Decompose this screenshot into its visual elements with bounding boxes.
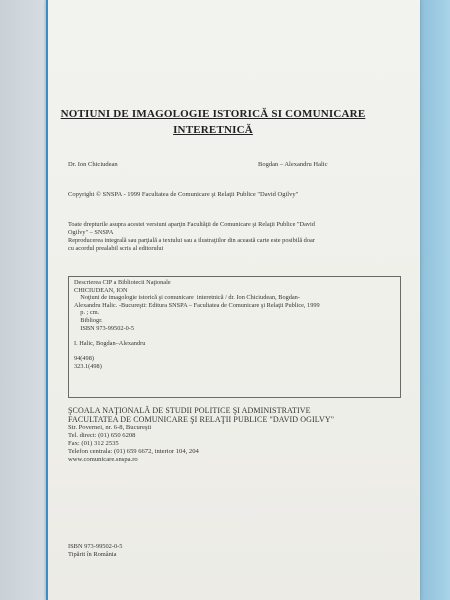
publisher-contact-line: Telefon centrala: (01) 659 6672, interior 104, 204 [68,448,199,455]
cip-line: 323.1(498) [74,362,102,370]
cip-line: ISBN 973-99502-0-5 [74,324,134,332]
author-secondary: Bogdan – Alexandru Halic [258,161,328,168]
printed-in-line: Tipărit în România [68,551,117,558]
copyright-notice: Copyright © SNSPA - 1999 Facultatea de Comunicare şi Relaţii Publice "David Ogilvy" [68,191,299,198]
cip-line: CHICIUDEAN, ION [74,286,128,294]
cip-line [74,347,320,355]
rights-line: Reproducerea integrală sau parţială a textului sau a ilustraţiilor din această carte este posibilă doar [68,237,315,244]
publisher-name-line: ŞCOALA NAŢIONALĂ DE STUDII POLITICE ŞI ADMINISTRATIVE [68,406,311,415]
cip-line: Alexandru Halic. -Bucureşti: Editura SNSPA – Facultatea de Comunicare şi Relaţii Publice, 1999 [74,301,320,309]
rights-line: Ogilvy" – SNSPA [68,229,114,236]
page-edge [46,0,48,600]
cip-line: Bibliogr. [74,316,103,324]
cip-line: p. ; cm. [74,309,100,317]
publisher-contact-line: Tel. direct: (01) 650 6208 [68,432,136,439]
background-right [420,0,450,600]
publisher-contact-line: Fax: (01) 312 2535 [68,440,119,447]
rights-line: Toate drepturile asupra acestei versiuni aparţin Facultăţii de Comunicare şi Relaţii Publice "David [68,221,315,228]
cip-line [74,332,320,340]
isbn-block [68,543,123,559]
background-left [0,0,46,600]
rights-notice [68,221,404,253]
publisher-contact-line: Str. Povernei, nr. 6-8, Bucureşti [68,424,152,431]
publisher-contact-line: www.comunicare.snspa.ro [68,456,138,463]
cip-line: 94(498) [74,354,94,362]
publisher-info [68,406,334,464]
cip-description [74,279,320,370]
publisher-name-line: FACULTATEA DE COMUNICARE ŞI RELAŢII PUBLICE "DAVID OGILVY" [68,415,335,424]
cip-line: Descrierea CIP a Bibliotecii Naţionale [74,279,171,286]
author-primary: Dr. Ion Chiciudean [68,161,118,168]
title-line-2: INTERETNICĂ [173,124,253,136]
book-title [60,106,366,138]
cip-line: Noţiuni de imagologie istorică şi comunicare interetnică / dr. Ion Chiciudean, Bogdan- [74,294,300,302]
rights-line: cu acordul prealabil scris al editorului [68,245,164,252]
cip-line: I. Halic, Bogdan–Alexandru [74,339,146,347]
isbn-line: ISBN 973-99502-0-5 [68,543,123,550]
title-line-1: NOTIUNI DE IMAGOLOGIE ISTORICĂ SI COMUNICARE [60,108,366,120]
